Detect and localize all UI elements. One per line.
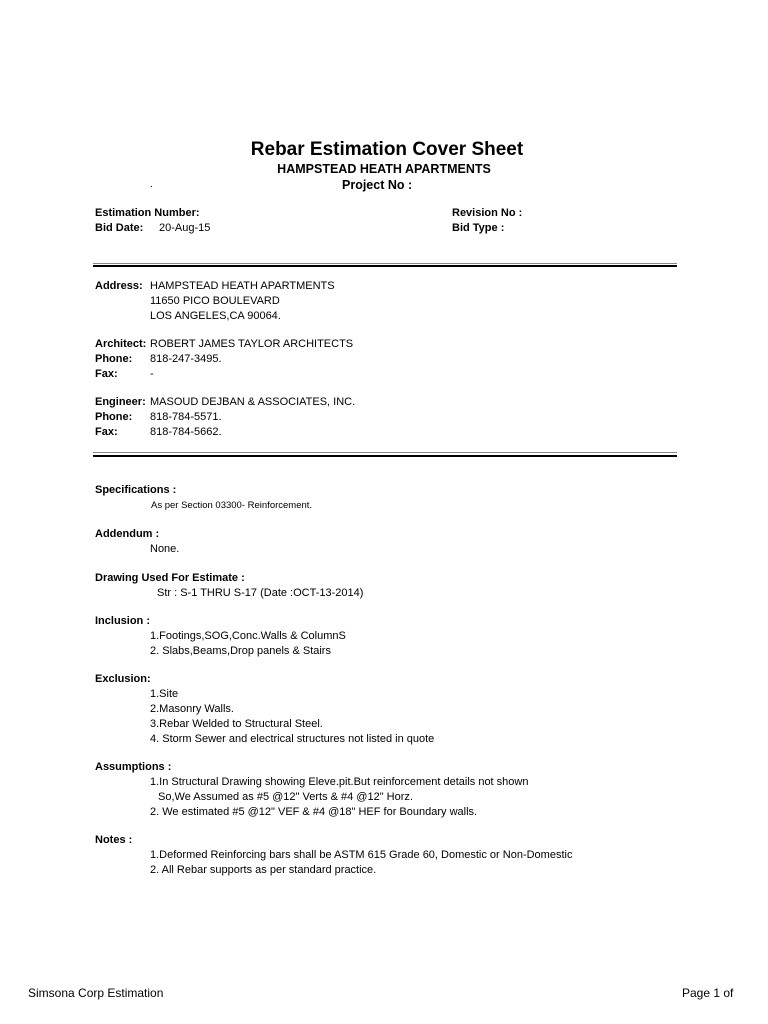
project-no-label: Project No :: [342, 178, 413, 192]
address-line-2: 11650 PICO BOULEVARD: [150, 295, 280, 307]
divider-top: [93, 265, 677, 267]
exclusion-item-4: 4. Storm Sewer and electrical structures not listed in quote: [150, 733, 435, 745]
bid-date-label: Bid Date:: [95, 222, 144, 234]
divider-middle-upper: [93, 452, 677, 453]
specifications-label: Specifications :: [95, 484, 177, 496]
inclusion-item-1: 1.Footings,SOG,Conc.Walls & ColumnS: [150, 630, 346, 642]
bid-type-label: Bid Type :: [452, 222, 505, 234]
inclusion-item-2: 2. Slabs,Beams,Drop panels & Stairs: [150, 645, 331, 657]
assumptions-item-2: 2. We estimated #5 @12" VEF & #4 @18" HEF for Boundary walls.: [150, 806, 478, 818]
notes-item-2: 2. All Rebar supports as per standard practice.: [150, 864, 377, 876]
notes-label: Notes :: [95, 834, 133, 846]
divider-middle: [93, 455, 677, 457]
engineer-label: Engineer:: [95, 396, 146, 408]
addendum-label: Addendum :: [95, 528, 160, 540]
engineer-phone-value: 818-784-5571.: [150, 411, 222, 423]
address-label: Address:: [95, 280, 143, 292]
drawing-value: Str : S-1 THRU S-17 (Date :OCT-13-2014): [157, 587, 364, 599]
exclusion-item-1: 1.Site: [150, 688, 179, 700]
assumptions-item-1: 1.In Structural Drawing showing Eleve.pit.But reinforcement details not shown: [150, 776, 529, 788]
footer-page-number: Page 1 of: [682, 986, 734, 1000]
inclusion-label: Inclusion :: [95, 615, 150, 627]
exclusion-item-3: 3.Rebar Welded to Structural Steel.: [150, 718, 323, 730]
project-name: HAMPSTEAD HEATH APARTMENTS: [277, 162, 491, 176]
drawing-label: Drawing Used For Estimate :: [95, 572, 245, 584]
bid-date-value: 20-Aug-15: [159, 222, 211, 234]
address-line-1: HAMPSTEAD HEATH APARTMENTS: [150, 280, 335, 292]
architect-value: ROBERT JAMES TAYLOR ARCHITECTS: [150, 338, 354, 350]
engineer-value: MASOUD DEJBAN & ASSOCIATES, INC.: [150, 396, 356, 408]
divider-top-upper: [93, 263, 677, 264]
notes-item-1: 1.Deformed Reinforcing bars shall be ASTM 615 Grade 60, Domestic or Non-Domestic: [150, 849, 573, 861]
engineer-fax-label: Fax:: [95, 426, 118, 438]
architect-label: Architect:: [95, 338, 147, 350]
engineer-fax-value: 818-784-5662.: [150, 426, 222, 438]
page-title: Rebar Estimation Cover Sheet: [250, 139, 524, 160]
exclusion-item-2: 2.Masonry Walls.: [150, 703, 234, 715]
assumptions-label: Assumptions :: [95, 761, 172, 773]
addendum-value: None.: [150, 543, 180, 555]
address-line-3: LOS ANGELES,CA 90064.: [150, 310, 281, 322]
engineer-phone-label: Phone:: [95, 411, 133, 423]
exclusion-label: Exclusion:: [95, 673, 151, 685]
architect-fax-label: Fax:: [95, 368, 118, 380]
architect-phone-value: 818-247-3495.: [150, 353, 222, 365]
assumptions-item-1-cont: So,We Assumed as #5 @12" Verts & #4 @12" Horz.: [158, 791, 413, 803]
stray-dot: .: [150, 179, 153, 190]
architect-phone-label: Phone:: [95, 353, 133, 365]
specifications-value: As per Section 03300- Reinforcement.: [151, 500, 313, 511]
footer-company: Simsona Corp Estimation: [28, 986, 164, 1000]
architect-fax-value: -: [150, 368, 154, 380]
estimation-number-label: Estimation Number:: [95, 207, 200, 219]
revision-no-label: Revision No :: [452, 207, 523, 219]
